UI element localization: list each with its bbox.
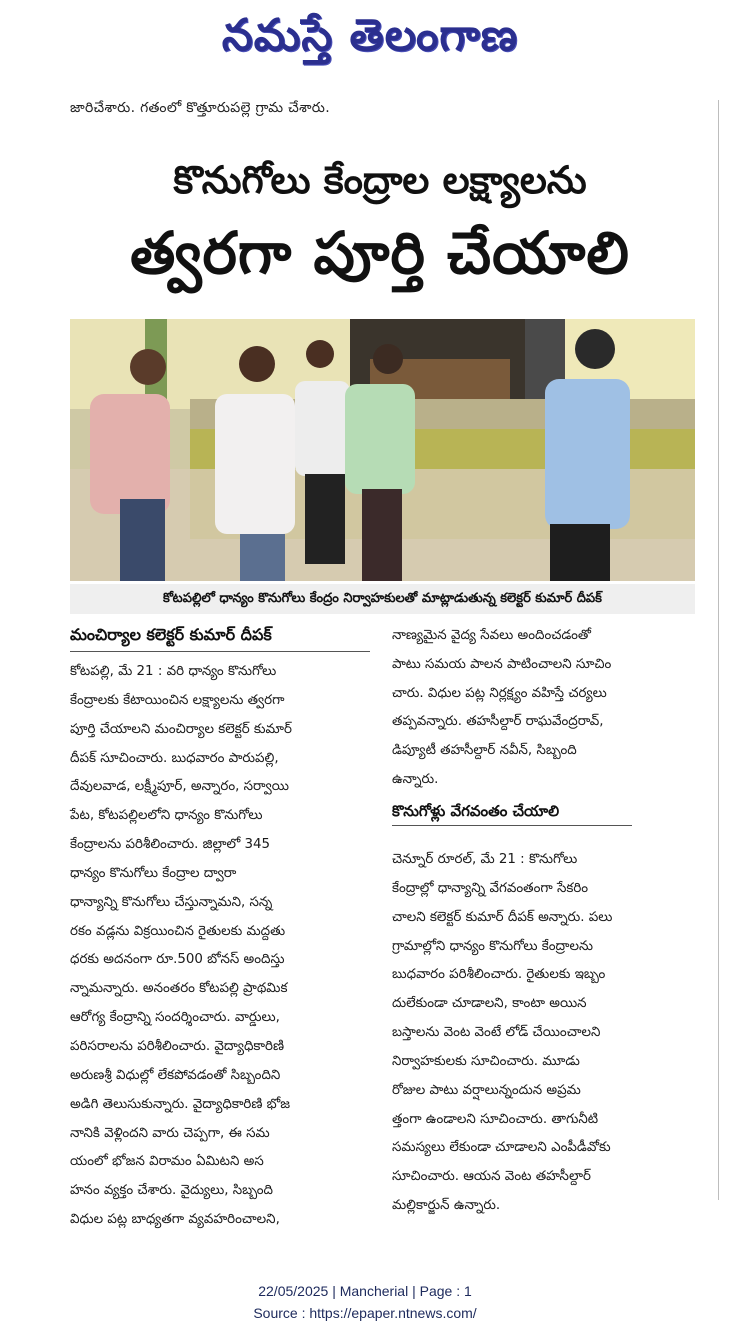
body-line: దీపక్ సూచించారు. బుధవారం పారుపల్లి, [70,750,279,766]
body-line: సమస్యలు లేకుండా చూడాలని ఎంపీడీవోకు [392,1140,611,1156]
left-body [70,658,370,1235]
body-line: మల్లికార్జున్ ఉన్నారు. [392,1198,501,1214]
body-line: కోటపల్లి, మే 21 : వరి ధాన్యం కొనుగోలు [70,664,277,679]
body-line: రోజుల పాటు వర్షాలున్నందున అప్రమ [392,1082,581,1098]
article-right-column [392,622,697,795]
body-line: అడిగి తెలుసుకున్నారు. వైద్యాధికారిణి భోజ [70,1096,291,1112]
body-line: సూచించారు. ఆయన వెంట తహసీల్దార్ [392,1169,591,1185]
body-line: పరిసరాలను పరిశీలించారు. వైద్యాధికారిణి [70,1038,285,1054]
body-line: న్నామన్నారు. అనంతరం కోటపల్లి ప్రాథమిక [70,981,288,997]
right-subhead: కొనుగోళ్లు వేగవంతం చేయాలి [392,797,632,826]
body-line: ఉన్నారు. [392,771,439,787]
body-line: గ్రామాల్లోని ధాన్యం కొనుగోలు కేంద్రాలను [392,938,593,954]
article-left-column [70,622,370,1235]
body-line: చాలని కలెక్టర్ కుమార్ దీపక్ అన్నారు. పలు [392,909,613,925]
body-line: డిప్యూటీ తహసీల్దార్ నవీన్, సిబ్బంది [392,743,577,759]
body-line: నానికి వెళ్లిందని వారు చెప్పగా, ఈ సమ [70,1125,270,1141]
page-footer [0,1280,730,1324]
body-line: హనం వ్యక్తం చేశారు. వైద్యులు, సిబ్బంది [70,1183,273,1199]
body-line: పూర్తి చేయాలని మంచిర్యాల కలెక్టర్ కుమార్ [70,721,292,737]
previous-article-line: జారిచేశారు. గతంలో కొత్తూరుపల్లె గ్రామ చేశారు. [70,100,330,116]
body-line: ధాన్యాన్ని కొనుగోలు చేస్తున్నామని, సన్న [70,894,273,910]
left-subhead: మంచిర్యాల కలెక్టర్ కుమార్ దీపక్ [70,622,370,652]
masthead-title: నమస్తే తెలంగాణ [221,10,519,61]
body-line: బస్తాలను వెంట వెంటే లోడ్ చేయించాలని [392,1025,601,1041]
body-line: యంలో భోజన విరామం ఏమిటని అస [70,1154,264,1170]
footer-edition-line: 22/05/2025 | Mancherial | Page : 1 [258,1283,472,1299]
photo-caption: కోటపల్లిలో ధాన్యం కొనుగోలు కేంద్రం నిర్వాహకులతో మాట్లాడుతున్న కలెక్టర్ కుమార్ దీపక్ [70,584,695,614]
body-line: రకం వడ్లను విక్రయించిన రైతులకు మద్దతు [70,923,286,939]
body-line: కేంద్రాలకు కేటాయించిన లక్ష్యాలను త్వరగా [70,692,285,708]
body-line: ధరకు అదనంగా రూ.500 బోనస్ అందిస్తు [70,952,285,968]
body-line: నాణ్యమైన వైద్య సేవలు అందించడంతో [392,628,591,643]
news-photo [70,319,695,581]
right-body-top [392,622,697,795]
body-line: పేట, కోటపల్లిలలోని ధాన్యం కొనుగోలు [70,808,263,824]
body-line: ధాన్యం కొనుగోలు కేంద్రాల ద్వారా [70,865,237,881]
body-line: బుధవారం పరిశీలించారు. రైతులకు ఇబ్బం [392,967,606,983]
body-line: కేంద్రాల్లో ధాన్యాన్ని వేగవంతంగా సేకరిం [392,880,589,896]
body-line: చారు. విధుల పట్ల నిర్లక్ష్యం వహిస్తే చర్యలు [392,685,607,701]
body-line: ఆరోగ్య కేంద్రాన్ని సందర్శించారు. వార్డులు, [70,1010,280,1026]
body-line: విధుల పట్ల బాధ్యతగా వ్యవహరించాలని, [70,1212,280,1228]
body-line: పాటు సమయ పాలన పాటించాలని సూచిం [392,656,612,672]
body-line: చెన్నూర్ రూరల్, మే 21 : కొనుగోలు [392,852,578,867]
news-photo-illustration [70,319,695,581]
body-line: దులేకుండా చూడాలని, కాంటా అయిన [392,996,587,1012]
footer-source-line[interactable]: Source : https://epaper.ntnews.com/ [253,1305,477,1321]
body-line: త్తంగా ఉండాలని సూచించారు. తాగునీటి [392,1111,599,1127]
article-right-column-lower [392,846,697,1221]
body-line: నిర్వాహకులకు సూచించారు. మూడు [392,1053,580,1069]
headline-line-2: త్వరగా పూర్తి చేయాలి [130,219,630,287]
body-line: దేవులవాడ, లక్ష్మీపూర్, అన్నారం, సర్వాయి [70,779,289,795]
body-line: కేంద్రాలను పరిశీలించారు. జిల్లాలో 345 [70,837,271,853]
column-rule [718,100,719,1200]
body-line: తప్పవన్నారు. తహసీల్దార్ రాఘవేంద్రరావ్, [392,714,604,730]
right-body-bottom [392,846,697,1221]
headline-line-1: కొనుగోలు కేంద్రాల లక్ష్యాలను [173,158,587,202]
body-line: అరుణశ్రీ విధుల్లో లేకపోవడంతో సిబ్బందిని [70,1067,281,1083]
newspaper-masthead [160,4,580,68]
